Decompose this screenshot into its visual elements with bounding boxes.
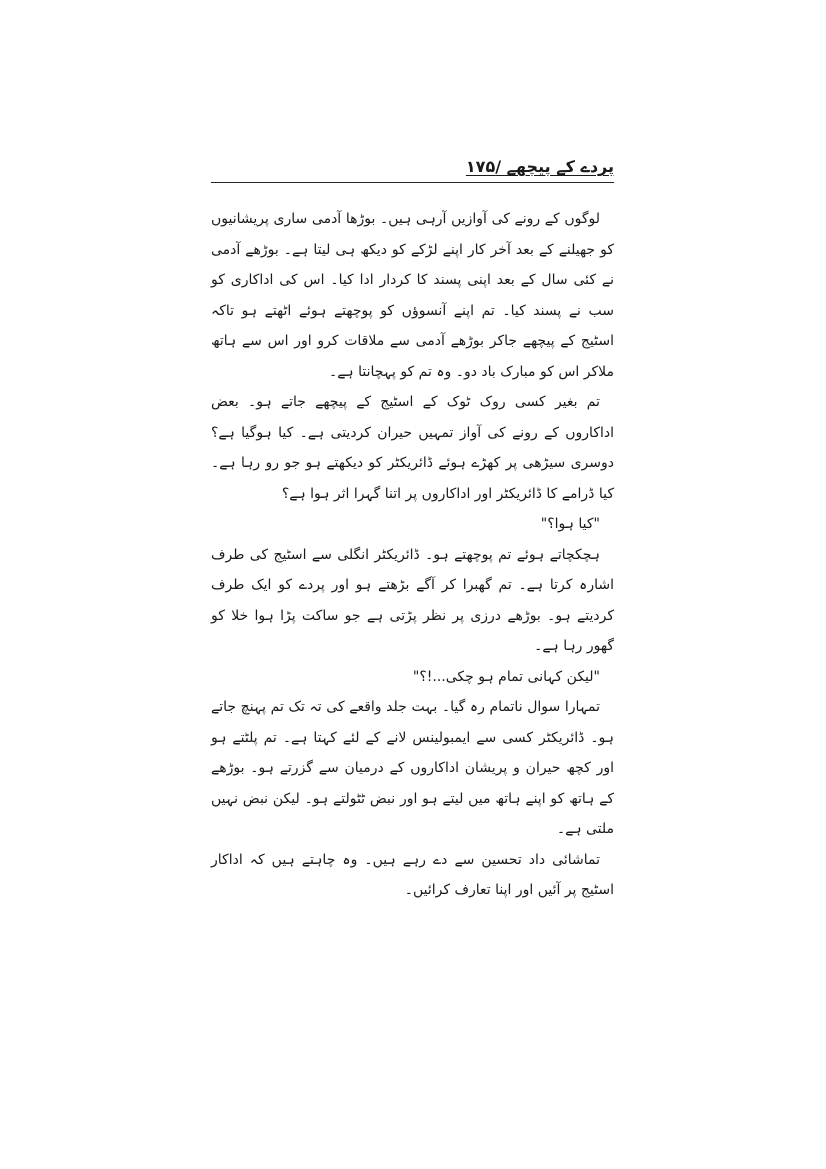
running-title: پردے کے پیچھے /۱۷۵ (465, 157, 614, 176)
paragraph-1: لوگوں کے رونے کی آوازیں آرہی ہیں۔ بوڑھا آدمی ساری پریشانیوں کو جھیلنے کے بعد آخر کار اپنے لڑکے کو دیکھ ہی لیتا ہے۔ بوڑھے آدمی نے کئی سال کے بعد اپنی پسند کا کردار ادا کیا۔ اس کی اداکاری کو سب نے پسند کیا۔ تم اپنے آنسوؤں کو پوچھتے ہوئے اٹھتے ہو تاکہ اسٹیج کے پیچھے جاکر بوڑھے آدمی سے ملاقات کرو اور اس سے ہاتھ ملاکر اس کو مبارک باد دو۔ وہ تم کو پہچانتا ہے۔ (211, 211, 614, 380)
body-text (211, 204, 614, 906)
paragraph-3: ہچکچاتے ہوئے تم پوچھتے ہو۔ ڈائریکٹر انگلی سے اسٹیج کی طرف اشارہ کرتا ہے۔ تم گھبرا کر آگے بڑھتے ہو اور پردے کو ایک طرف کردیتے ہو۔ بوڑھے درزی پر نظر پڑتی ہے جو ساکت پڑا ہوا خلا کو گھور رہا ہے۔ (211, 546, 614, 654)
paragraph-5: تماشائی داد تحسین سے دے رہے ہیں۔ وہ چاہتے ہیں کہ اداکار اسٹیج پر آئیں اور اپنا تعارف کرائیں۔ (211, 851, 614, 898)
dialogue-line-2: "لیکن کہانی تمام ہو چکی...!؟" (412, 668, 600, 685)
paragraph-2: تم بغیر کسی روک ٹوک کے اسٹیج کے پیچھے جاتے ہو۔ بعض اداکاروں کے رونے کی آواز تمہیں حیران کردیتی ہے۔ کیا ہوگیا ہے؟ دوسری سیڑھی پر کھڑے ہوئے ڈائریکٹر کو دیکھتے ہو جو رو رہا ہے۔ کیا ڈرامے کا ڈائریکٹر اور اداکاروں پر اتنا گہرا اثر ہوا ہے؟ (211, 394, 614, 502)
page-header (211, 152, 614, 183)
dialogue-line-1: "کیا ہوا؟" (540, 516, 600, 532)
paragraph-4: تمہارا سوال ناتمام رہ گیا۔ بہت جلد واقعے کی تہ تک تم پہنچ جاتے ہو۔ ڈائریکٹر کسی سے ایمبولینس لانے کے لئے کہتا ہے۔ تم پلٹتے ہو اور کچھ حیران و پریشان اداکاروں کے درمیان سے گزرتے ہو۔ بوڑھے کے ہاتھ کو اپنے ہاتھ میں لیتے ہو اور نبض ٹٹولتے ہو۔ لیکن نبض نہیں ملتی ہے۔ (211, 699, 614, 837)
